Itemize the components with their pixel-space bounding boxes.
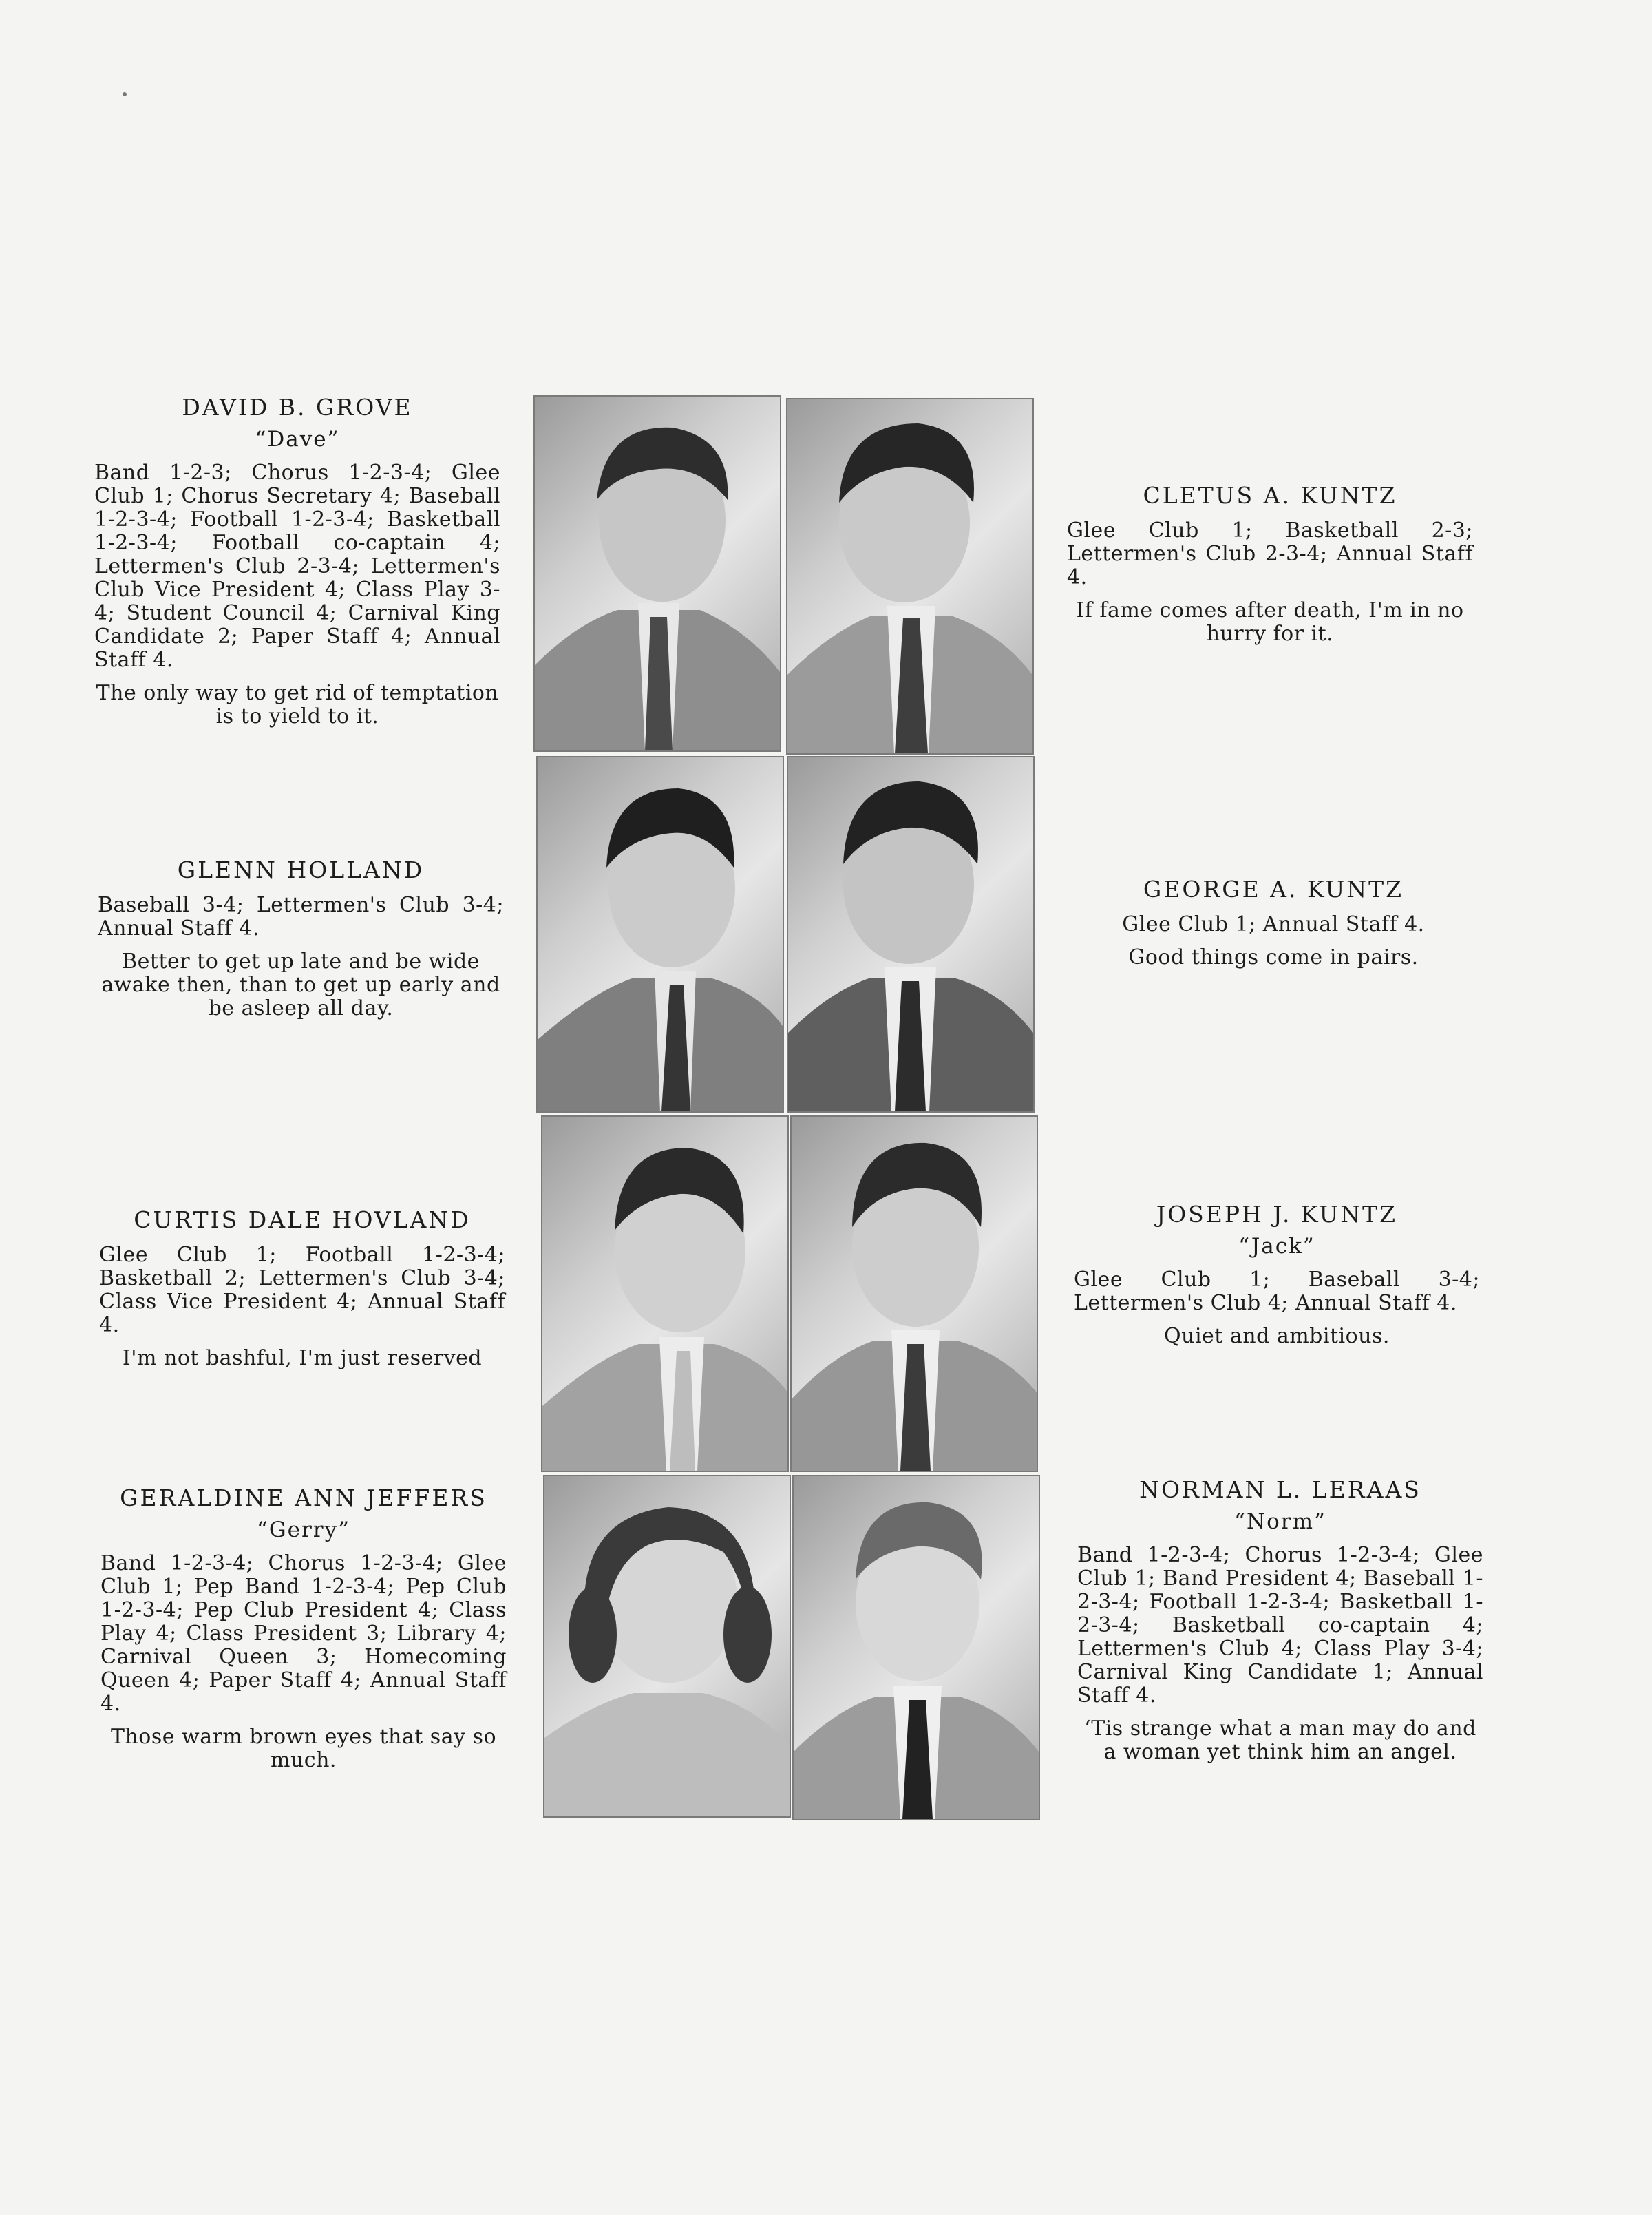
- student-name: DAVID B. GROVE: [182, 394, 413, 421]
- student-quote: Good things come in pairs.: [1128, 945, 1419, 969]
- student-quote: Better to get up late and be wide awake then, than to get up early and be asleep all day.: [101, 949, 500, 1020]
- student-quote: ‘Tis strange what a man may do and a woman yet think him an angel.: [1084, 1717, 1476, 1764]
- student-activities: Glee Club 1; Baseball 3-4; Lettermen's Club 4; Annual Staff 4.: [1074, 1268, 1480, 1315]
- student-quote: I'm not bashful, I'm just reserved: [122, 1346, 483, 1370]
- student-name: JOSEPH J. KUNTZ: [1156, 1201, 1398, 1228]
- portrait-photo: [792, 1475, 1040, 1820]
- student-name: GERALDINE ANN JEFFERS: [120, 1484, 487, 1511]
- student-activities: Glee Club 1; Football 1-2-3-4; Basketball 2; Lettermen's Club 3-4; Class Vice President 4; Annual Staff 4.: [99, 1243, 505, 1337]
- student-entry: [1074, 1201, 1480, 1348]
- student-name: GLENN HOLLAND: [177, 857, 425, 883]
- student-nickname: “Jack”: [1238, 1234, 1315, 1259]
- student-entry: [1067, 482, 1473, 646]
- student-activities: Glee Club 1; Annual Staff 4.: [1122, 912, 1425, 936]
- student-name: NORMAN L. LERAAS: [1139, 1476, 1421, 1503]
- portrait-photo: [533, 395, 781, 752]
- portrait-photo: [790, 1115, 1038, 1472]
- portrait-photo: [787, 756, 1035, 1113]
- portrait-photo: [543, 1475, 791, 1818]
- student-activities: Band 1-2-3-4; Chorus 1-2-3-4; Glee Club 1; Pep Band 1-2-3-4; Pep Club 1-2-3-4; Pep Club President 4; Class Play 4; Class President 3; Library 4; Carnival Queen 3; Homecoming Queen 4; Paper Staff 4; Annual Staff 4.: [100, 1551, 507, 1716]
- student-nickname: “Dave”: [255, 427, 340, 452]
- student-name: CURTIS DALE HOVLAND: [134, 1206, 471, 1233]
- paper-speck: [123, 92, 127, 96]
- student-quote: Quiet and ambitious.: [1164, 1324, 1390, 1348]
- student-quote: The only way to get rid of temptation is to yield to it.: [96, 681, 499, 728]
- student-name: CLETUS A. KUNTZ: [1143, 482, 1397, 509]
- student-entry: [94, 394, 500, 728]
- student-nickname: “Norm”: [1234, 1509, 1326, 1534]
- student-activities: Baseball 3-4; Lettermen's Club 3-4; Annual Staff 4.: [98, 893, 504, 941]
- student-nickname: “Gerry”: [257, 1518, 350, 1542]
- student-entry: [100, 1484, 507, 1772]
- student-entry: [1070, 876, 1476, 969]
- portrait-photo: [786, 398, 1034, 755]
- student-activities: Band 1-2-3; Chorus 1-2-3-4; Glee Club 1; Chorus Secretary 4; Baseball 1-2-3-4; Football 1-2-3-4; Basketball 1-2-3-4; Football co-captain 4; Lettermen's Club 2-3-4; Lettermen's Club Vice President 4; Class Play 3-4; Student Council 4; Carnival King Candidate 2; Paper Staff 4; Annual Staff 4.: [94, 461, 500, 672]
- portrait-photo: [536, 756, 784, 1113]
- student-name: GEORGE A. KUNTZ: [1143, 876, 1404, 903]
- student-entry: [1077, 1476, 1483, 1764]
- student-activities: Glee Club 1; Basketball 2-3; Lettermen's Club 2-3-4; Annual Staff 4.: [1067, 518, 1473, 589]
- student-quote: Those warm brown eyes that say so much.: [110, 1725, 497, 1772]
- portrait-photo: [541, 1115, 789, 1472]
- student-activities: Band 1-2-3-4; Chorus 1-2-3-4; Glee Club 1; Band President 4; Baseball 1-2-3-4; Football 1-2-3-4; Basketball 1-2-3-4; Basketball co-captain 4; Lettermen's Club 4; Class Play 3-4; Carnival King Candidate 1; Annual Staff 4.: [1077, 1543, 1483, 1708]
- student-entry: [98, 857, 504, 1020]
- student-entry: [99, 1206, 505, 1370]
- student-quote: If fame comes after death, I'm in no hurry for it.: [1076, 598, 1464, 646]
